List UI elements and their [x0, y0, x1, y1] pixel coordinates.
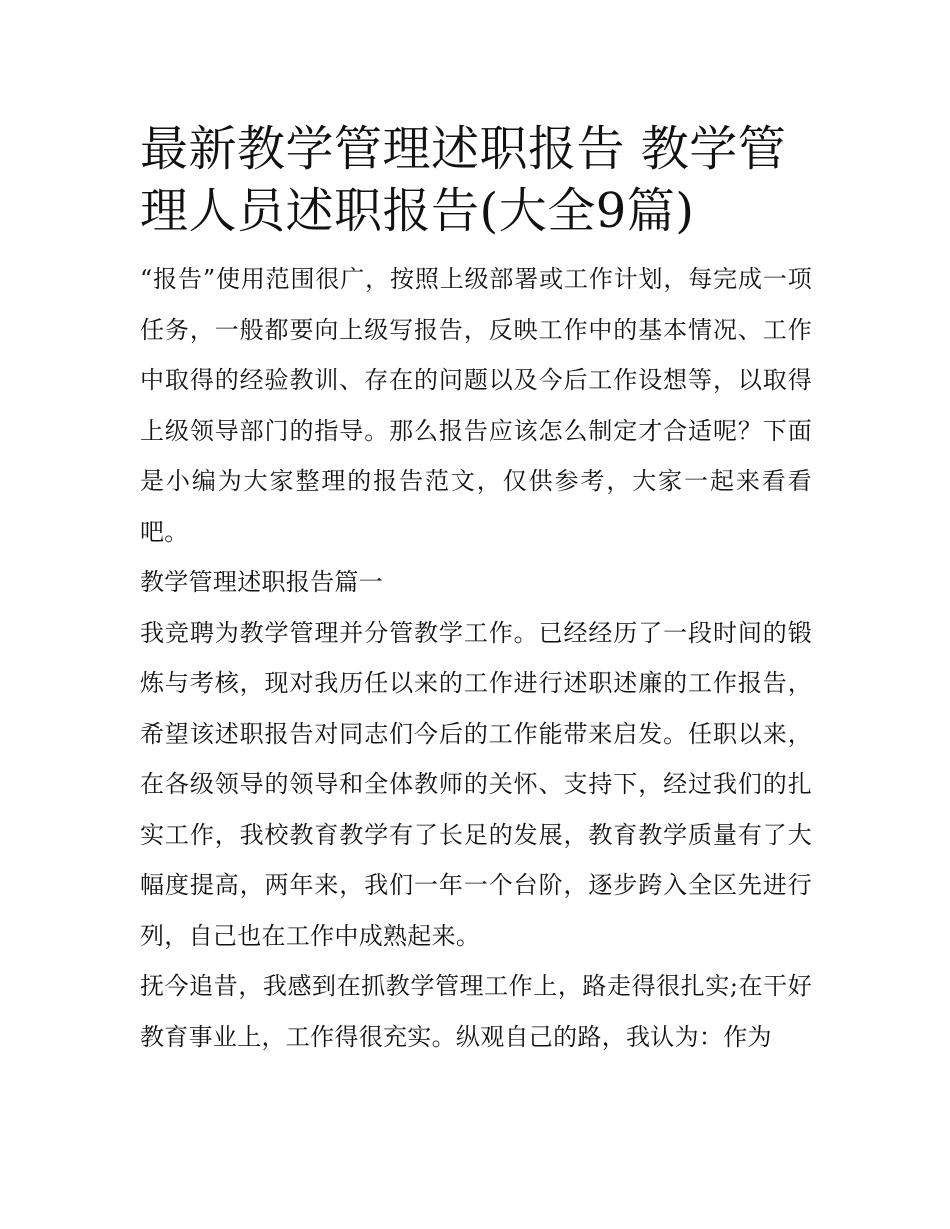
document-title: 最新教学管理述职报告 教学管理人员述职报告(大全9篇) — [140, 121, 787, 239]
intro-paragraph: “报告”使用范围很广，按照上级部署或工作计划，每完成一项任务，一般都要向上级写报告，反映工作中的基本情况、工作中取得的经验教训、存在的问题以及今后工作设想等，以取得上级领导部门的指导。那么报告应该怎么制定才合适呢？下面是小编为大家整理的报告范文，仅供参考，大家一起来看看吧。 — [140, 265, 812, 546]
body-paragraph-1: 我竞聘为教学管理并分管教学工作。已经经历了一段时间的锻炼与考核，现对我历任以来的工作进行述职述廉的工作报告，希望该述职报告对同志们今后的工作能带来启发。任职以来，在各级领导的领导和全体教师的关怀、支持下，经过我们的扎实工作，我校教育教学有了长足的发展，教育教学质量有了大幅度提高，两年来，我们一年一个台阶，逐步跨入全区先进行列，自己也在工作中成熟起来。 — [140, 618, 812, 950]
document-body — [140, 118, 812, 1062]
section-heading: 教学管理述职报告篇一 — [140, 568, 383, 596]
body-paragraph-2: 抚今追昔，我感到在抓教学管理工作上，路走得很扎实;在干好教育事业上，工作得很充实。纵观自己的路，我认为：作为 — [140, 972, 812, 1051]
